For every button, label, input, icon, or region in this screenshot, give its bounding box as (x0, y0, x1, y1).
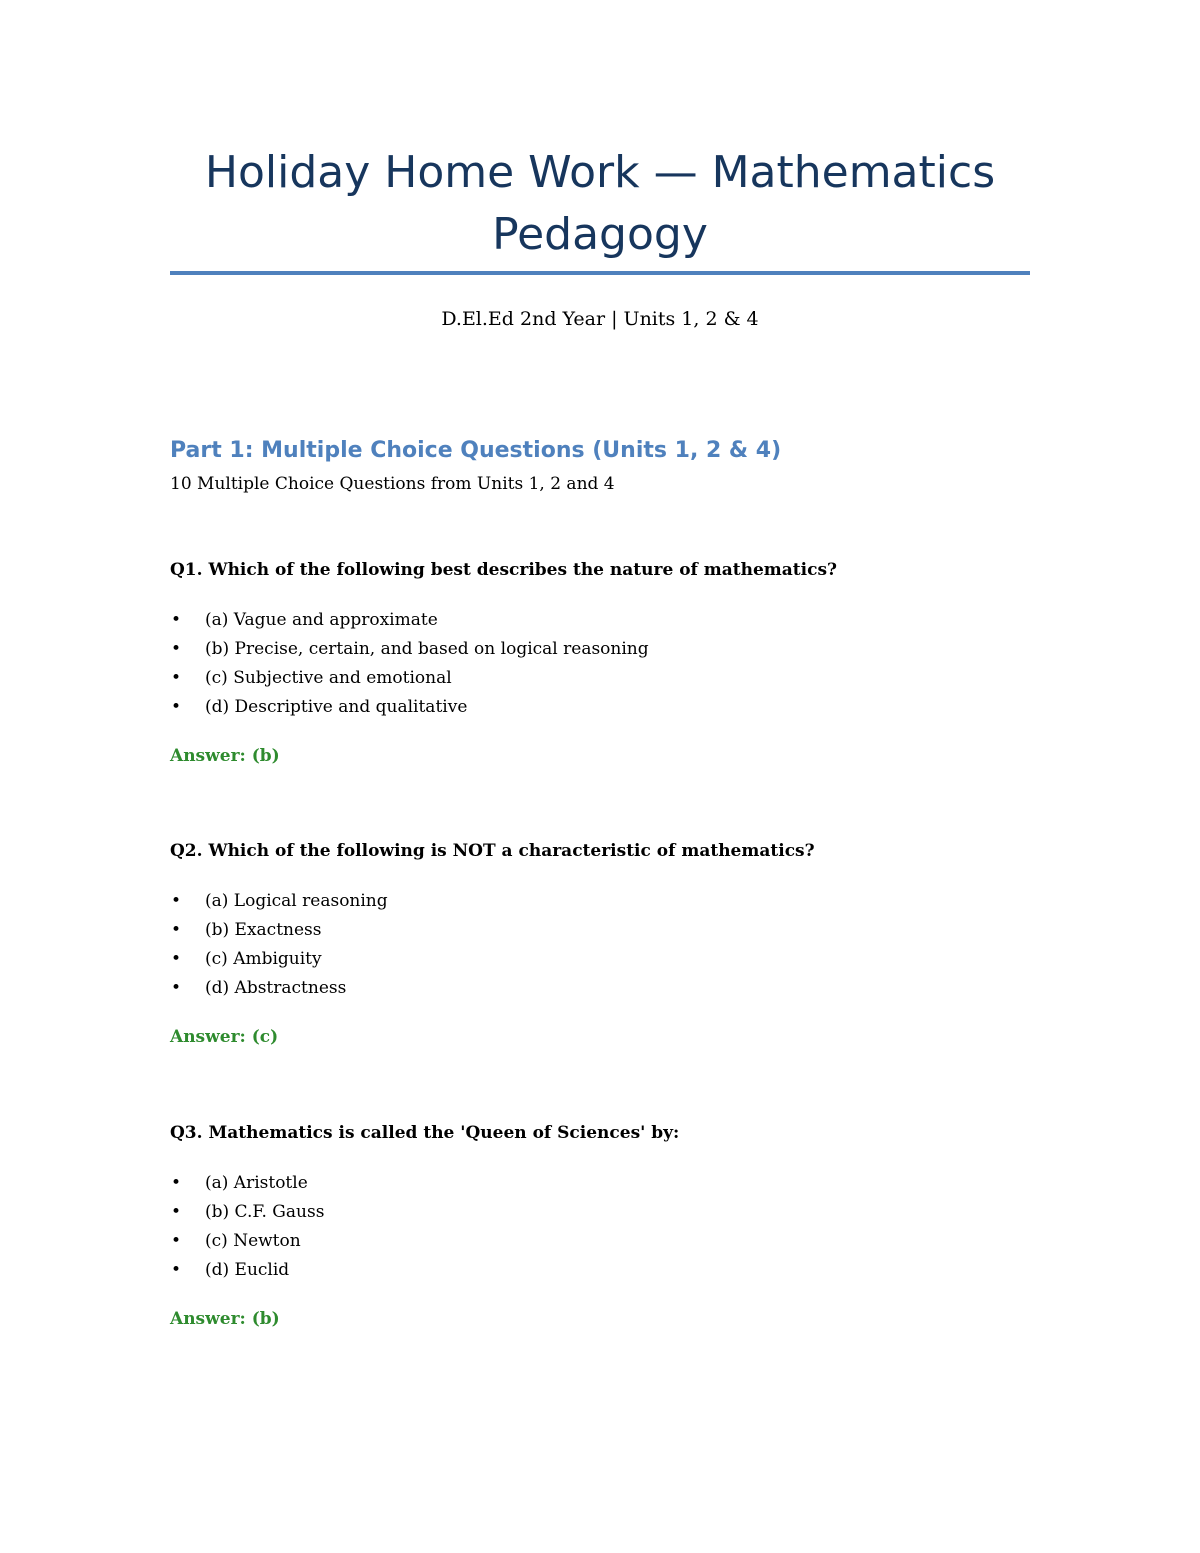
answer-text: Answer: (b) (170, 746, 280, 766)
question-1 (170, 558, 1030, 768)
document-page (170, 0, 1030, 1553)
option-item (170, 606, 1030, 635)
option-list (170, 887, 1030, 1003)
option-label: (c) Ambiguity (205, 949, 322, 969)
question-3 (170, 1121, 1030, 1331)
option-item (170, 1198, 1030, 1227)
option-item (170, 693, 1030, 722)
bullet-icon: • (171, 1173, 182, 1193)
question-2 (170, 839, 1030, 1049)
option-item (170, 916, 1030, 945)
option-label: (b) Exactness (205, 920, 322, 940)
option-item (170, 887, 1030, 916)
option-label: (d) Descriptive and qualitative (205, 697, 468, 717)
option-item (170, 945, 1030, 974)
option-label: (c) Subjective and emotional (205, 668, 452, 688)
option-item (170, 1227, 1030, 1256)
answer-text: Answer: (c) (170, 1027, 279, 1047)
part1-heading: Part 1: Multiple Choice Questions (Units 1, 2 & 4) (170, 438, 782, 463)
option-list (170, 606, 1030, 722)
document-subtitle: D.El.Ed 2nd Year | Units 1, 2 & 4 (441, 308, 759, 330)
bullet-icon: • (171, 639, 182, 659)
option-label: (d) Euclid (205, 1260, 290, 1280)
option-label: (a) Vague and approximate (205, 610, 438, 630)
option-list (170, 1169, 1030, 1285)
option-label: (a) Aristotle (205, 1173, 308, 1193)
question-text: Q2. Which of the following is NOT a characteristic of mathematics? (170, 841, 815, 861)
bullet-icon: • (171, 1260, 182, 1280)
bullet-icon: • (171, 1231, 182, 1251)
bullet-icon: • (171, 668, 182, 688)
bullet-icon: • (171, 1202, 182, 1222)
bullet-icon: • (171, 891, 182, 911)
option-label: (b) C.F. Gauss (205, 1202, 325, 1222)
option-item (170, 635, 1030, 664)
option-item (170, 1169, 1030, 1198)
title-underline-rule (170, 271, 1030, 275)
part1-description: 10 Multiple Choice Questions from Units 1, 2 and 4 (170, 474, 615, 494)
question-text: Q3. Mathematics is called the 'Queen of Sciences' by: (170, 1123, 680, 1143)
option-label: (b) Precise, certain, and based on logical reasoning (205, 639, 649, 659)
bullet-icon: • (171, 978, 182, 998)
option-item (170, 1256, 1030, 1285)
option-label: (a) Logical reasoning (205, 891, 388, 911)
option-label: (d) Abstractness (205, 978, 347, 998)
option-item (170, 974, 1030, 1003)
question-text: Q1. Which of the following best describes the nature of mathematics? (170, 560, 837, 580)
bullet-icon: • (171, 697, 182, 717)
option-item (170, 664, 1030, 693)
document-title: Holiday Home Work — Mathematics Pedagogy (204, 147, 996, 260)
answer-text: Answer: (b) (170, 1309, 280, 1329)
bullet-icon: • (171, 920, 182, 940)
bullet-icon: • (171, 949, 182, 969)
bullet-icon: • (171, 610, 182, 630)
option-label: (c) Newton (205, 1231, 301, 1251)
